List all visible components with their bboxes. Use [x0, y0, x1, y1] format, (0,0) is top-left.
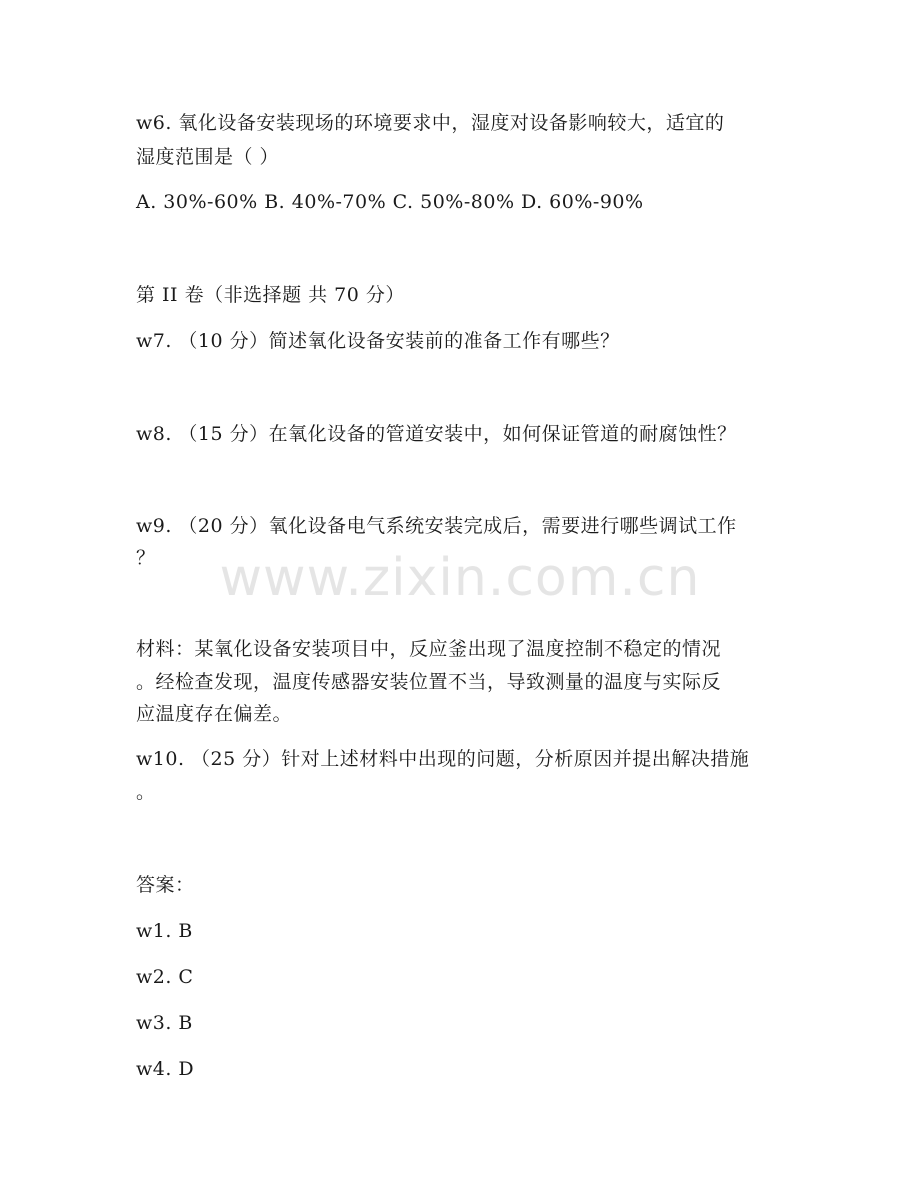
material-text-line-3: 应温度存在偏差。: [136, 703, 293, 725]
watermark: www.zixin.com.cn: [219, 548, 701, 608]
answer-item: w1. B: [136, 920, 193, 942]
section-2-title: 第 II 卷（非选择题 共 70 分）: [136, 284, 405, 306]
question-7-text: w7. （10 分）简述氧化设备安装前的准备工作有哪些？: [136, 330, 620, 352]
material-text-line-2: 。经检查发现，温度传感器安装位置不当，导致测量的温度与实际反: [136, 671, 722, 693]
question-9-text-line-1: w9. （20 分）氧化设备电气系统安装完成后，需要进行哪些调试工作: [136, 515, 737, 537]
material-text-line-1: 材料：某氧化设备安装项目中，反应釜出现了温度控制不稳定的情况: [136, 638, 722, 660]
question-8-text: w8. （15 分）在氧化设备的管道安装中，如何保证管道的耐腐蚀性？: [136, 423, 737, 445]
question-10-text-line-2: 。: [136, 781, 156, 803]
question-6-options: A. 30%-60% B. 40%-70% C. 50%-80% D. 60%-90%: [136, 191, 644, 213]
answer-item: w3. B: [136, 1012, 193, 1034]
question-6-text-line-1: w6. 氧化设备安装现场的环境要求中，湿度对设备影响较大，适宜的: [136, 112, 725, 134]
question-9-text-line-2: ？: [136, 547, 156, 569]
answer-item: w4. D: [136, 1058, 195, 1080]
answer-item: w2. C: [136, 966, 194, 988]
answers-heading: 答案：: [136, 874, 195, 896]
question-6-text-line-2: 湿度范围是（ ）: [136, 146, 280, 168]
question-10-text-line-1: w10. （25 分）针对上述材料中出现的问题，分析原因并提出解决措施: [136, 748, 750, 770]
